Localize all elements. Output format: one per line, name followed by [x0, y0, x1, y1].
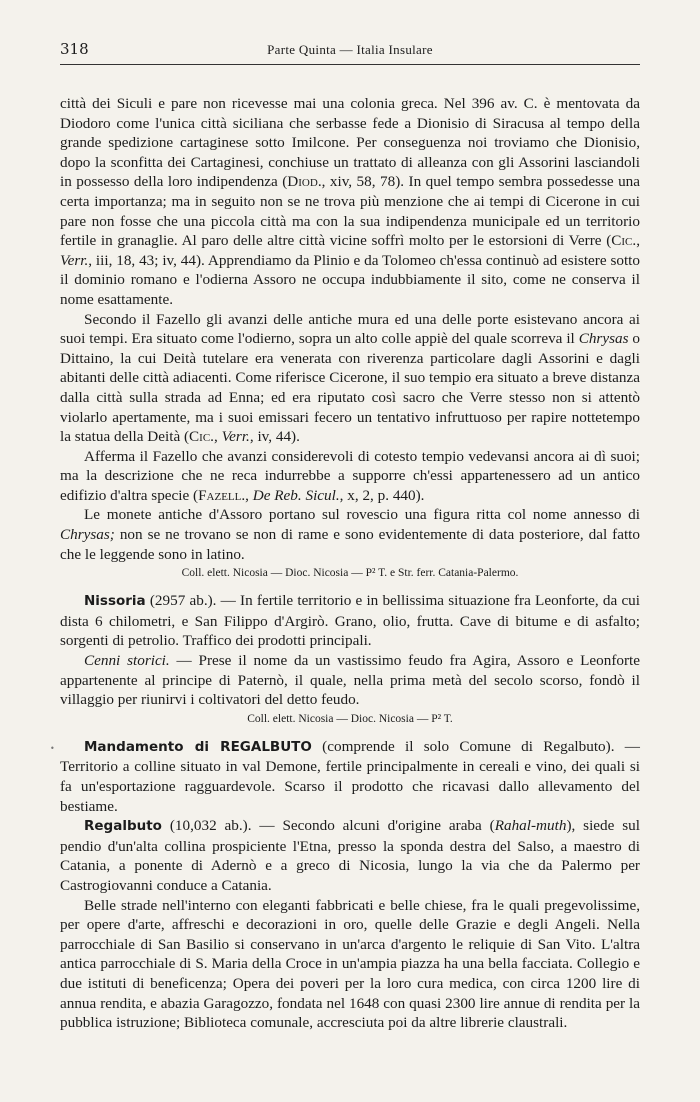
lemma-regalbuto: Regalbuto: [84, 818, 162, 835]
page-header: [60, 38, 640, 65]
entry-regalbuto: Regalbuto (10,032 ab.). — Secondo alcuni d'origine araba (Rahal-muth), siede sul pendio d'un'alta collina prospiciente l'Etna, presso la sponda destra del Salso, a maestro di Catania, a ponente di Adernò e a greco di Nicosia, lungo la via che da Palermo per Castrogiovanni conduce a Catania.: [60, 817, 640, 894]
paragraph-temple-remains: Afferma il Fazello che avanzi considerevoli di cotesto tempio vedevansi ancora ai dì suoi; ma la descrizione che ne reca indurrebbe a supporre ch'essi appartenessero ad un antico edifizio d'altra specie (Fazell., De Reb. Sicul., x, 2, p. 440).: [60, 447, 640, 504]
entry-mandamento-regalbuto: Mandamento di REGALBUTO (comprende il solo Comune di Regalbuto). — Territorio a colline situato in val Demone, fertile principalmente in cereali e vino, dei quali si fa un'esportazione ragguardevole. Scarso il prodotto che ricavasi dallo allevamento del bestiame.: [60, 737, 640, 815]
paragraph-nissoria-history: Cenni storici. — Prese il nome da un vastissimo feudo fra Agira, Assoro e Leonforte appartenente al principe di Paternò, il quale, nella prima metà del secolo scorso, fondò il villaggio per riunirvi i coltivatori del detto feudo.: [60, 652, 640, 709]
reference-line-nissoria: Coll. elett. Nicosia — Dioc. Nicosia — P² T.: [247, 712, 453, 725]
paragraph-coins: Le monete antiche d'Assoro portano sul rovescio una figura ritta col nome annesso di Chrysas; non se ne trovano se non di rame e sono evidentemente di data posteriore, dal fatto che le leggende sono in latino.: [60, 506, 640, 563]
lemma-mandamento: Mandamento di REGALBUTO: [84, 738, 312, 755]
entry-nissoria: Nissoria (2957 ab.). — In fertile territorio e in bellissima situazione fra Leonforte, da cui dista 6 chilometri, e San Filippo d'Argirò. Grano, olio, frutta. Cave di bitume e di asfalto; sorgenti di petrolio. Traffico dei prodotti principali.: [60, 592, 640, 650]
paragraph-fazello-temple: Secondo il Fazello gli avanzi delle antiche mura ed una delle porte esistevano ancora ai suoi tempi. Era situato come l'odierno, sopra un alto colle appiè del quale scorreva il Chrysas o Dittaino, la cui Deità tutelare era venerata con riverenza particolare dagli Assorini e dagli abitanti delle città adiacenti. Come riferisce Cicerone, il suo tempio era situato a breve distanza dalla città sulla strada ad Enna; ed era riputato così sacro che Verre stesso non si attentò violarlo apertamente, ma i suoi emissari fecero un tentativo infruttuoso per rapire nottetempo la statua della Deità (Cic., Verr., iv, 44).: [60, 310, 641, 446]
paragraph-assoro-history: città dei Siculi e pare non ricevesse mai una colonia greca. Nel 396 av. C. è mentovata da Diodoro come l'unica città siciliana che serbasse fede a Dionisio di Siracusa al tempo della grande spedizione cartaginese sotto Imilcone. Per conseguenza noi troviamo che Dionisio, dopo la sconfitta dei Cartaginesi, conchiuse un trattato di alleanza con gli Assorini lasciandoli in possesso della loro indipendenza (Diod., xiv, 58, 78). In quel tempo sembra possedesse una certa importanza; ma in seguito non se ne trova più menzione che ai tempi di Cicerone in cui pare non fosse che una piccola città ma con la sua indipendenza municipale ed un territorio fertile in granaglie. Al paro delle altre città vicine soffrì molto per le estorsioni di Verre (Cic., Verr., iii, 18, 43; iv, 44). Apprendiamo da Plinio e da Tolomeo ch'essa continuò ad esistere sotto il dominio romano e l'odierna Assoro ne occupa indubbiamente il sito, come ne conserva il nome esattamente.: [60, 95, 641, 308]
reference-line-assoro: Coll. elett. Nicosia — Dioc. Nicosia — P² T. e Str. ferr. Catania-Palermo.: [181, 567, 519, 580]
running-title: Parte Quinta — Italia Insulare: [267, 42, 433, 57]
paragraph-regalbuto-description: Belle strade nell'interno con eleganti fabbricati e belle chiese, fra le quali pregevolissime, per opere d'arte, affreschi e decorazioni in oro, quelle delle Grazie e degli Angeli. Nella parrocchiale di San Basilio si conservano in un'arca d'argento le reliquie di San Vito. L'altra antica parrocchiale di S. Maria della Croce in un'ampia piazza ha una bella facciata. Collegio e due istituti di beneficenza; Opera dei poveri per la loro cura medica, con circa 1200 lire di annua rendita, e abazia Garagozzo, fondata nel 1648 con quasi 2300 lire annue di rendita per la pubblica istruzione; Biblioteca comunale, accresciuta poi da altre librerie claustrali.: [60, 896, 640, 1032]
lemma-nissoria: Nissoria: [84, 593, 146, 610]
page-number: 318: [60, 40, 89, 58]
margin-dot-mark: •: [50, 744, 55, 753]
page-body: [60, 94, 640, 1033]
